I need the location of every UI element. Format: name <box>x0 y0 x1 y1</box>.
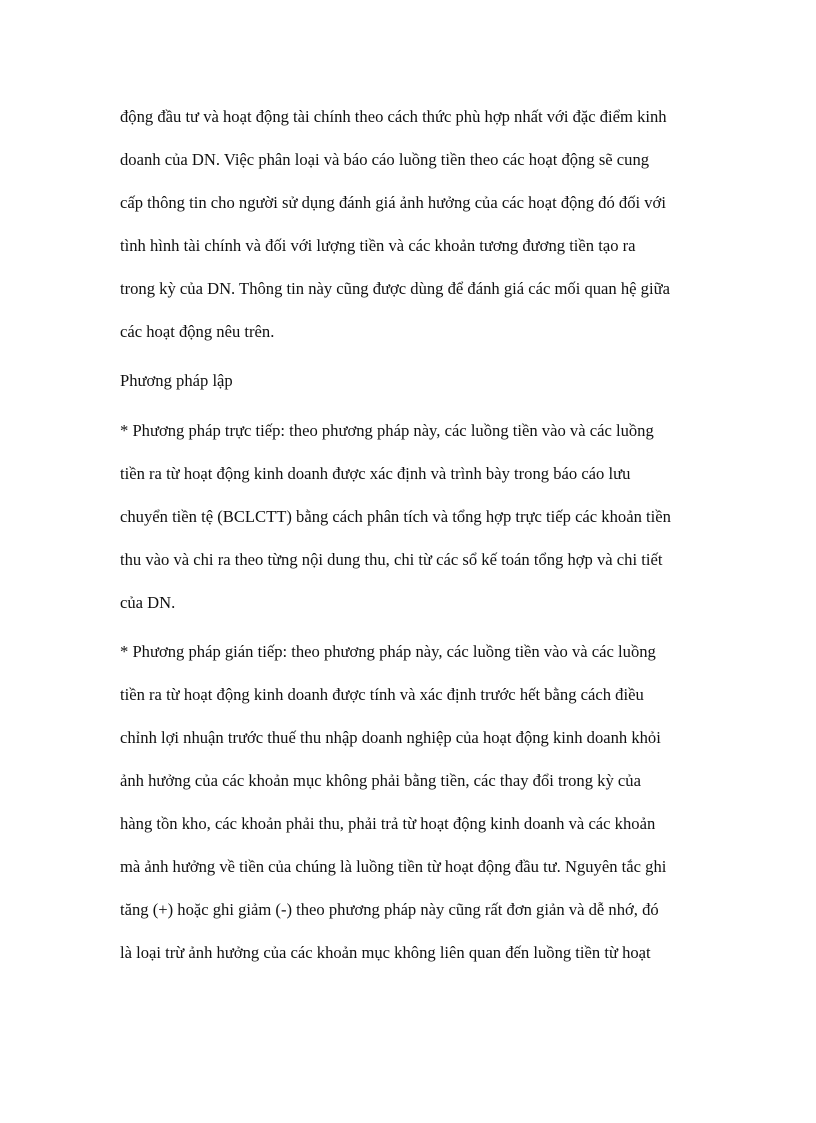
text-line: tăng (+) hoặc ghi giảm (-) theo phương pháp này cũng rất đơn giản và dễ nhớ, đó <box>120 900 659 919</box>
text-line: tiền ra từ hoạt động kinh doanh được tính và xác định trước hết bằng cách điều <box>120 685 644 704</box>
text-line: chỉnh lợi nhuận trước thuế thu nhập doanh nghiệp của hoạt động kinh doanh khỏi <box>120 728 661 747</box>
text-line: là loại trừ ảnh hưởng của các khoản mục không liên quan đến luồng tiền từ hoạt <box>120 943 651 962</box>
text-line: trong kỳ của DN. Thông tin này cũng được dùng để đánh giá các mối quan hệ giữa <box>120 279 670 298</box>
text-line: ảnh hưởng của các khoản mục không phải bằng tiền, các thay đổi trong kỳ của <box>120 771 641 790</box>
text-line: chuyển tiền tệ (BCLCTT) bằng cách phân tích và tổng hợp trực tiếp các khoản tiền <box>120 507 671 526</box>
text-line: của DN. <box>120 593 176 612</box>
text-line: động đầu tư và hoạt động tài chính theo cách thức phù hợp nhất với đặc điểm kinh <box>120 107 667 126</box>
text-line: * Phương pháp trực tiếp: theo phương pháp này, các luồng tiền vào và các luồng <box>120 421 654 440</box>
text-line: cấp thông tin cho người sử dụng đánh giá ảnh hưởng của các hoạt động đó đối với <box>120 193 666 212</box>
text-line: hàng tồn kho, các khoản phải thu, phải trả từ hoạt động kinh doanh và các khoản <box>120 814 656 833</box>
text-line: * Phương pháp gián tiếp: theo phương pháp này, các luồng tiền vào và các luồng <box>120 642 656 661</box>
text-line: doanh của DN. Việc phân loại và báo cáo luồng tiền theo các hoạt động sẽ cung <box>120 150 650 169</box>
section-heading: Phương pháp lập <box>120 371 233 390</box>
text-line: các hoạt động nêu trên. <box>120 322 275 341</box>
text-line: thu vào và chi ra theo từng nội dung thu, chi từ các sổ kế toán tổng hợp và chi tiết <box>120 550 663 569</box>
text-line: tình hình tài chính và đối với lượng tiền và các khoản tương đương tiền tạo ra <box>120 236 636 255</box>
text-line: tiền ra từ hoạt động kinh doanh được xác định và trình bày trong báo cáo lưu <box>120 464 631 483</box>
text-line: mà ảnh hưởng về tiền của chúng là luồng tiền từ hoạt động đầu tư. Nguyên tắc ghi <box>120 857 667 876</box>
